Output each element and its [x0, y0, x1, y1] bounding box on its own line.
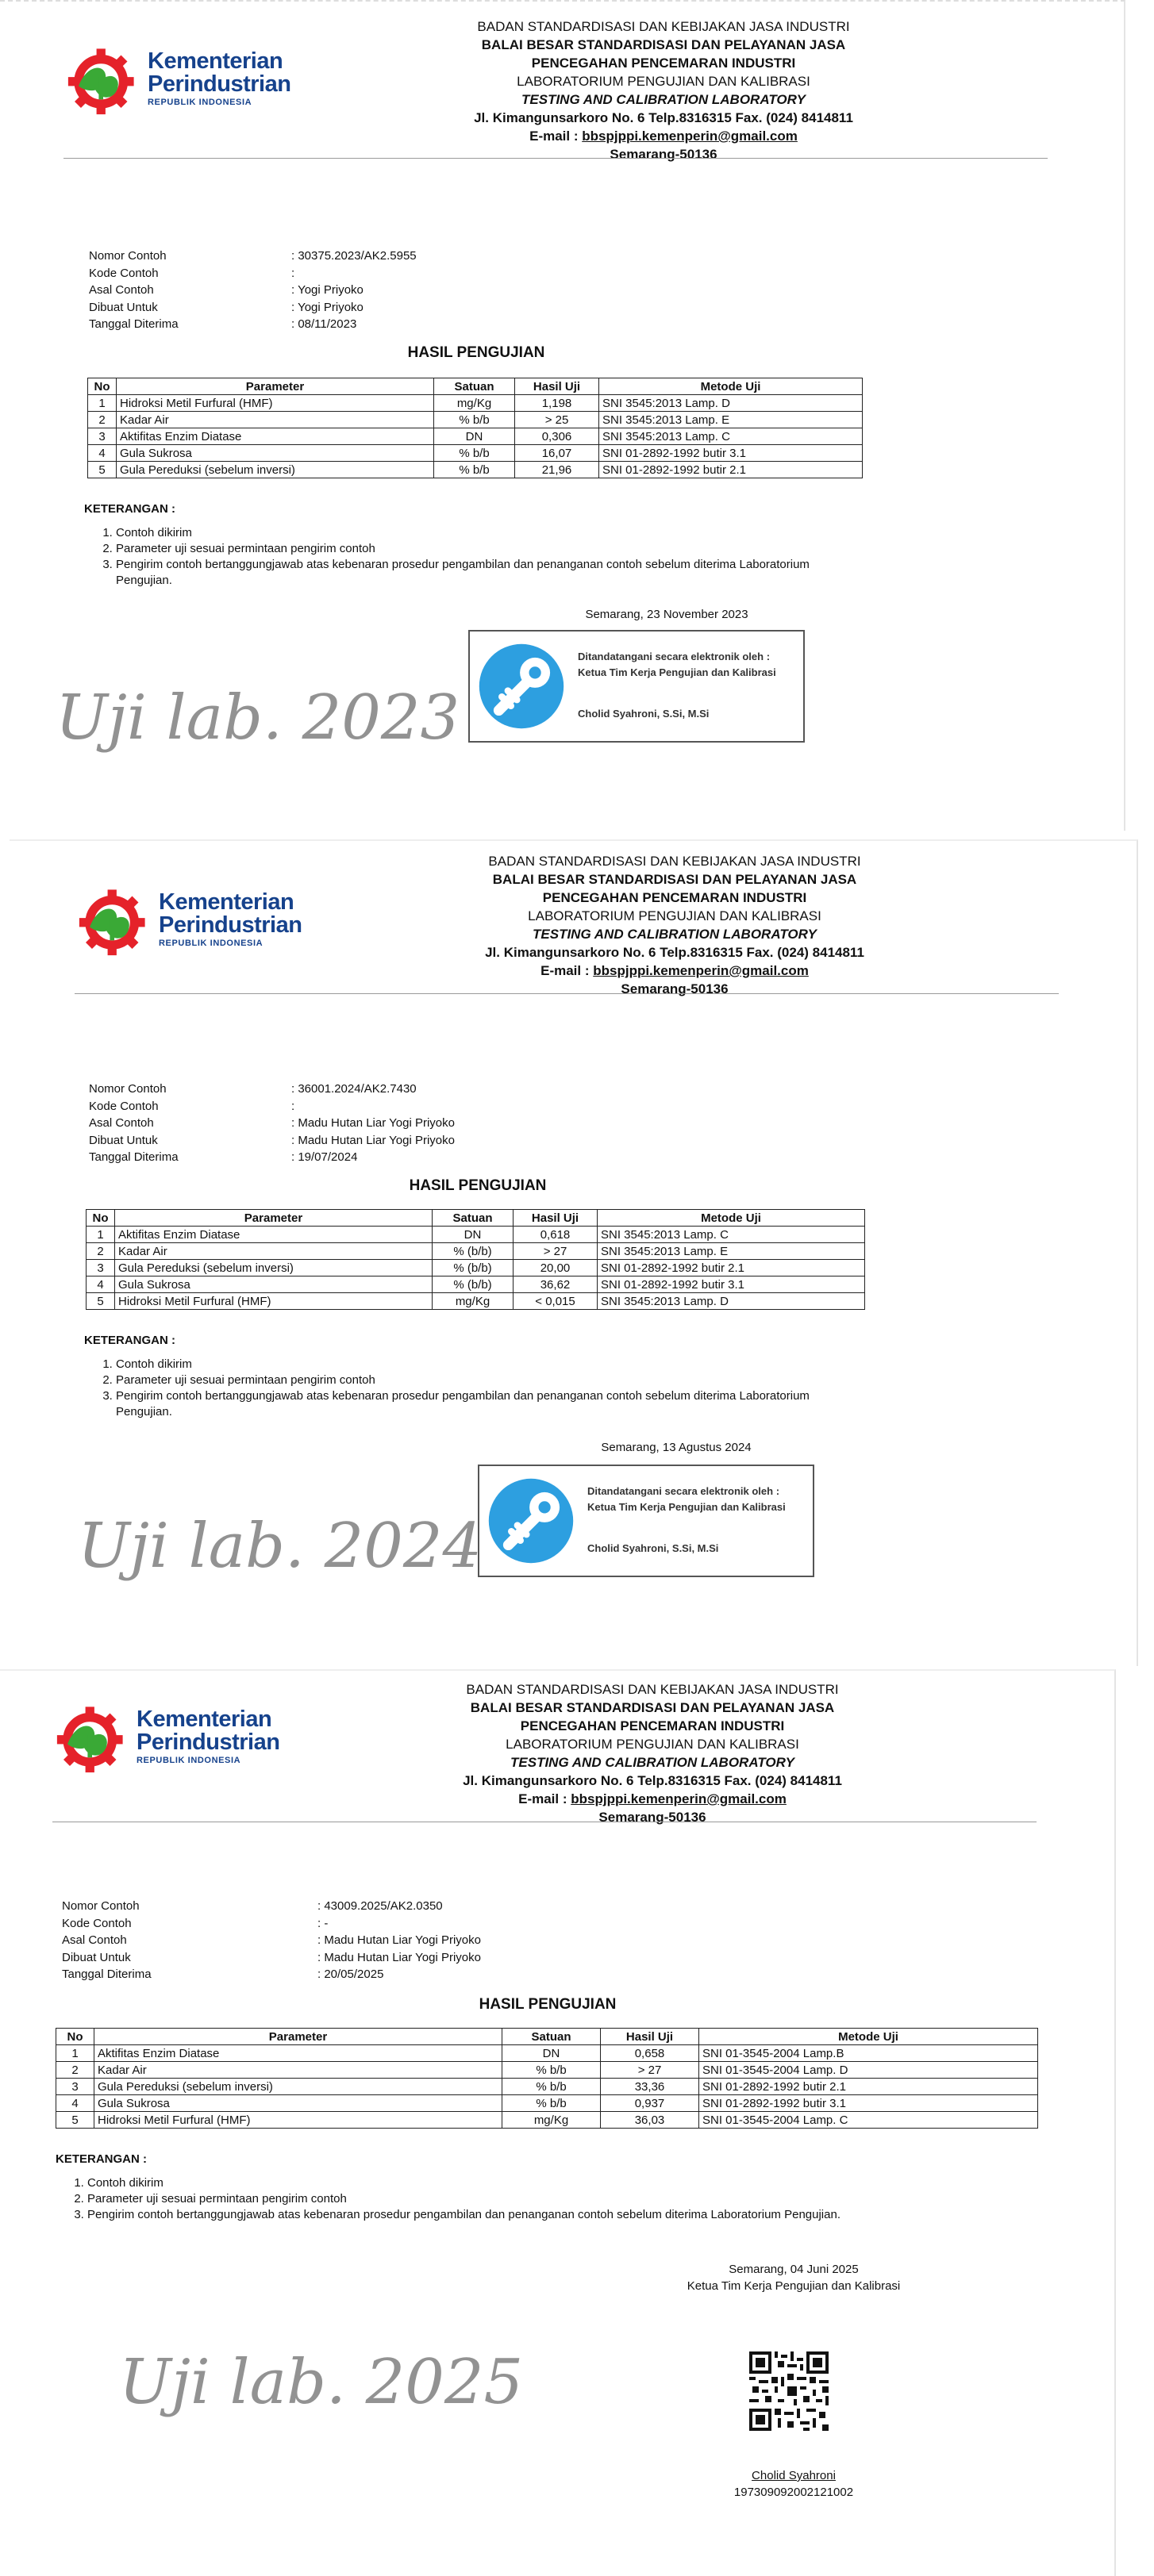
cell: Gula Pereduksi (sebelum inversi): [115, 1260, 433, 1276]
header-line4: LABORATORIUM PENGUJIAN DAN KALIBRASI: [517, 74, 810, 89]
header-line2: BALAI BESAR STANDARDISASI DAN PELAYANAN JASA: [492, 872, 857, 887]
cell: SNI 3545:2013 Lamp. E: [598, 1243, 865, 1260]
col-no: No: [56, 2029, 94, 2045]
cell: 33,36: [601, 2079, 699, 2095]
table-row: [88, 412, 863, 428]
cell: 1,198: [515, 395, 599, 412]
header-line4: LABORATORIUM PENGUJIAN DAN KALIBRASI: [506, 1737, 799, 1752]
cell: SNI 01-3545-2004 Lamp. C: [699, 2112, 1038, 2129]
value-tanggal: : 08/11/2023: [291, 317, 357, 331]
cell: 21,96: [515, 462, 599, 478]
letterhead: [441, 1680, 864, 1826]
value-asal: : Madu Hutan Liar Yogi Priyoko: [317, 1933, 481, 1947]
letterhead: [452, 17, 875, 163]
gear-logo-icon: [56, 1699, 130, 1774]
kemenperin-logo: [67, 41, 290, 116]
notes-heading: KETERANGAN :: [84, 502, 175, 516]
esign-name: Cholid Syahroni, S.Si, M.Si: [587, 1542, 719, 1554]
label-tanggal: Tanggal Diterima: [62, 1968, 152, 1981]
sample-info: [89, 1081, 455, 1166]
cell: > 27: [601, 2062, 699, 2079]
cell: 4: [56, 2095, 94, 2112]
notes-section: [84, 1333, 846, 1420]
header-line3: PENCEGAHAN PENCEMARAN INDUSTRI: [520, 1718, 785, 1733]
key-icon: [476, 641, 567, 731]
label-dibuat: Dibuat Untuk: [89, 300, 158, 314]
key-icon: [486, 1476, 576, 1566]
table-header-row: [87, 1210, 865, 1227]
sign-date: Semarang, 23 November 2023: [585, 608, 748, 621]
cell: % (b/b): [433, 1260, 514, 1276]
cell: Aktifitas Enzim Diatase: [115, 1227, 433, 1243]
header-line1: BADAN STANDARDISASI DAN KEBIJAKAN JASA INDUSTRI: [488, 854, 861, 869]
note-item: 3. Pengirim contoh bertanggungjawab atas kebenaran prosedur pengambilan dan penanganan contoh sebelum diterima Laboratorium Pengujian.: [87, 2207, 1056, 2223]
table-row: [87, 1293, 865, 1310]
logo-line3: REPUBLIK INDONESIA: [137, 1756, 241, 1765]
watermark-2024: Uji lab. 2024: [78, 1511, 483, 1582]
e-signature-box: [468, 630, 805, 743]
header-email-row: [464, 962, 886, 980]
cell: Kadar Air: [115, 1243, 433, 1260]
signer-name: Cholid Syahroni: [752, 2469, 836, 2482]
cell: 20,00: [514, 1260, 598, 1276]
report-page-2023: [0, 0, 1125, 831]
esign-line2: Ketua Tim Kerja Pengujian dan Kalibrasi: [587, 1501, 786, 1513]
cell: SNI 3545:2013 Lamp. D: [598, 1293, 865, 1310]
cell: Aktifitas Enzim Diatase: [117, 428, 434, 445]
header-divider: [63, 158, 1048, 159]
value-asal: : Madu Hutan Liar Yogi Priyoko: [291, 1116, 455, 1130]
cell: Gula Pereduksi (sebelum inversi): [94, 2079, 502, 2095]
kemenperin-logo: [78, 882, 302, 957]
col-no: No: [87, 1210, 115, 1227]
results-table: [86, 1209, 865, 1310]
header-address: Jl. Kimangunsarkoro No. 6 Telp.8316315 Fax. (024) 8414811: [474, 110, 853, 125]
col-parameter: Parameter: [117, 378, 434, 395]
cell: % b/b: [502, 2062, 601, 2079]
sign-title: Ketua Tim Kerja Pengujian dan Kalibrasi: [687, 2279, 901, 2293]
notes-section: [56, 2152, 1056, 2223]
sample-info: [89, 248, 417, 333]
table-row: [87, 1260, 865, 1276]
value-kode: : -: [317, 1916, 329, 1930]
logo-line2: Perindustrian: [137, 1729, 280, 1755]
logo-line1: Kementerian: [148, 48, 283, 74]
table-row: [87, 1276, 865, 1293]
cell: SNI 01-2892-1992 butir 2.1: [699, 2079, 1038, 2095]
header-line1: BADAN STANDARDISASI DAN KEBIJAKAN JASA INDUSTRI: [466, 1682, 839, 1697]
table-row: [87, 1243, 865, 1260]
cell: 0,937: [601, 2095, 699, 2112]
logo-line2: Perindustrian: [159, 912, 302, 938]
cell: 36,03: [601, 2112, 699, 2129]
value-kode: :: [291, 1099, 295, 1113]
email-link[interactable]: bbspjppi.kemenperin@gmail.com: [593, 963, 809, 978]
label-kode: Kode Contoh: [89, 1099, 159, 1113]
label-asal: Asal Contoh: [89, 283, 154, 297]
cell: mg/Kg: [433, 1293, 514, 1310]
label-nomor: Nomor Contoh: [89, 1082, 167, 1096]
cell: Kadar Air: [117, 412, 434, 428]
col-hasil: Hasil Uji: [514, 1210, 598, 1227]
value-asal: : Yogi Priyoko: [291, 283, 364, 297]
value-nomor: : 30375.2023/AK2.5955: [291, 249, 417, 263]
cell: 4: [87, 1276, 115, 1293]
results-title: HASIL PENGUJIAN: [407, 344, 545, 361]
cell: SNI 01-2892-1992 butir 2.1: [598, 1260, 865, 1276]
esign-line2: Ketua Tim Kerja Pengujian dan Kalibrasi: [578, 666, 776, 678]
cell: SNI 3545:2013 Lamp. C: [599, 428, 863, 445]
cell: SNI 3545:2013 Lamp. C: [598, 1227, 865, 1243]
cell: 5: [56, 2112, 94, 2129]
report-page-2025: [0, 1669, 1116, 2576]
gear-logo-icon: [78, 882, 152, 957]
cell: % (b/b): [433, 1276, 514, 1293]
cell: SNI 01-2892-1992 butir 3.1: [598, 1276, 865, 1293]
cell: % b/b: [434, 412, 515, 428]
label-kode: Kode Contoh: [62, 1916, 132, 1930]
value-kode: :: [291, 266, 295, 280]
cell: Hidroksi Metil Furfural (HMF): [115, 1293, 433, 1310]
label-nomor: Nomor Contoh: [62, 1899, 140, 1913]
col-parameter: Parameter: [94, 2029, 502, 2045]
label-tanggal: Tanggal Diterima: [89, 1150, 179, 1164]
cell: mg/Kg: [434, 395, 515, 412]
value-tanggal: : 19/07/2024: [291, 1150, 358, 1164]
email-link[interactable]: bbspjppi.kemenperin@gmail.com: [571, 1791, 787, 1806]
email-label: E-mail :: [540, 963, 594, 978]
cell: > 25: [515, 412, 599, 428]
sign-date: Semarang, 04 Juni 2025: [729, 2263, 859, 2276]
header-line3: PENCEGAHAN PENCEMARAN INDUSTRI: [542, 890, 807, 905]
col-hasil: Hasil Uji: [601, 2029, 699, 2045]
cell: SNI 01-3545-2004 Lamp.B: [699, 2045, 1038, 2062]
table-row: [56, 2045, 1038, 2062]
header-divider: [75, 993, 1059, 994]
note-item: 2. Parameter uji sesuai permintaan pengirim contoh: [116, 541, 846, 557]
cell: 0,618: [514, 1227, 598, 1243]
esign-line1: Ditandatangani secara elektronik oleh :: [587, 1485, 780, 1497]
cell: 3: [56, 2079, 94, 2095]
label-dibuat: Dibuat Untuk: [89, 1133, 158, 1147]
col-parameter: Parameter: [115, 1210, 433, 1227]
note-item: 2. Parameter uji sesuai permintaan pengirim contoh: [87, 2191, 1056, 2207]
header-line5: TESTING AND CALIBRATION LABORATORY: [533, 927, 817, 942]
table-row: [56, 2095, 1038, 2112]
cell: DN: [433, 1227, 514, 1243]
watermark-2023: Uji lab. 2023: [56, 682, 460, 754]
qr-code-icon: [749, 2351, 829, 2431]
gear-logo-icon: [67, 41, 141, 116]
col-satuan: Satuan: [434, 378, 515, 395]
note-item: 3. Pengirim contoh bertanggungjawab atas kebenaran prosedur pengambilan dan penanganan contoh sebelum diterima Laboratorium Pengujian.: [116, 557, 846, 589]
cell: 2: [56, 2062, 94, 2079]
label-tanggal: Tanggal Diterima: [89, 317, 179, 331]
kemenperin-logo: [56, 1699, 279, 1774]
cell: < 0,015: [514, 1293, 598, 1310]
header-city: Semarang-50136: [621, 981, 729, 996]
email-label: E-mail :: [529, 129, 583, 144]
col-hasil: Hasil Uji: [515, 378, 599, 395]
cell: 4: [88, 445, 117, 462]
cell: SNI 01-2892-1992 butir 2.1: [599, 462, 863, 478]
email-label: E-mail :: [518, 1791, 571, 1806]
note-item: 2. Parameter uji sesuai permintaan pengirim contoh: [116, 1372, 846, 1388]
logo-line1: Kementerian: [159, 889, 294, 915]
results-table: [56, 2028, 1038, 2129]
results-title: HASIL PENGUJIAN: [409, 1177, 547, 1194]
value-nomor: : 43009.2025/AK2.0350: [317, 1899, 443, 1913]
cell: DN: [502, 2045, 601, 2062]
header-line4: LABORATORIUM PENGUJIAN DAN KALIBRASI: [528, 908, 821, 923]
cell: SNI 3545:2013 Lamp. D: [599, 395, 863, 412]
cell: SNI 01-3545-2004 Lamp. D: [699, 2062, 1038, 2079]
cell: 3: [87, 1260, 115, 1276]
header-line2: BALAI BESAR STANDARDISASI DAN PELAYANAN JASA: [470, 1700, 835, 1715]
cell: % b/b: [502, 2095, 601, 2112]
cell: % b/b: [502, 2079, 601, 2095]
cell: 36,62: [514, 1276, 598, 1293]
email-link[interactable]: bbspjppi.kemenperin@gmail.com: [582, 129, 798, 144]
header-line1: BADAN STANDARDISASI DAN KEBIJAKAN JASA INDUSTRI: [477, 19, 850, 34]
header-line5: TESTING AND CALIBRATION LABORATORY: [510, 1755, 794, 1770]
esign-line1: Ditandatangani secara elektronik oleh :: [578, 651, 771, 662]
logo-line1: Kementerian: [137, 1706, 272, 1732]
logo-line3: REPUBLIK INDONESIA: [159, 939, 263, 948]
header-address: Jl. Kimangunsarkoro No. 6 Telp.8316315 Fax. (024) 8414811: [463, 1773, 842, 1788]
cell: 5: [88, 462, 117, 478]
cell: 0,306: [515, 428, 599, 445]
header-email-row: [452, 127, 875, 145]
cell: Hidroksi Metil Furfural (HMF): [117, 395, 434, 412]
table-row: [88, 428, 863, 445]
cell: Kadar Air: [94, 2062, 502, 2079]
note-item: 3. Pengirim contoh bertanggungjawab atas kebenaran prosedur pengambilan dan penanganan contoh sebelum diterima Laboratorium Pengujian.: [116, 1388, 846, 1420]
table-row: [56, 2079, 1038, 2095]
header-line2: BALAI BESAR STANDARDISASI DAN PELAYANAN JASA: [481, 37, 846, 52]
sample-info: [62, 1898, 481, 1983]
table-row: [56, 2062, 1038, 2079]
sign-block: [635, 2261, 952, 2294]
cell: Gula Sukrosa: [117, 445, 434, 462]
value-nomor: : 36001.2024/AK2.7430: [291, 1082, 417, 1096]
table-header-row: [88, 378, 863, 395]
esign-name: Cholid Syahroni, S.Si, M.Si: [578, 708, 710, 720]
note-item: 1. Contoh dikirim: [116, 1357, 846, 1372]
cell: Gula Sukrosa: [115, 1276, 433, 1293]
notes-heading: KETERANGAN :: [56, 2152, 147, 2166]
cell: 5: [87, 1293, 115, 1310]
table-row: [56, 2112, 1038, 2129]
col-metode: Metode Uji: [599, 378, 863, 395]
cell: % (b/b): [433, 1243, 514, 1260]
cell: 3: [88, 428, 117, 445]
signer-nip: 197309092002121002: [733, 2486, 854, 2499]
header-email-row: [441, 1790, 864, 1808]
header-city: Semarang-50136: [598, 1810, 706, 1825]
results-title: HASIL PENGUJIAN: [479, 1996, 617, 2013]
cell: > 27: [514, 1243, 598, 1260]
sign-date: Semarang, 13 Agustus 2024: [601, 1441, 752, 1454]
col-no: No: [88, 378, 117, 395]
e-signature-box: [478, 1465, 814, 1577]
cell: 2: [88, 412, 117, 428]
note-item: 1. Contoh dikirim: [87, 2175, 1056, 2191]
cell: SNI 01-2892-1992 butir 3.1: [699, 2095, 1038, 2112]
table-row: [88, 462, 863, 478]
col-satuan: Satuan: [502, 2029, 601, 2045]
value-dibuat: : Madu Hutan Liar Yogi Priyoko: [317, 1950, 481, 1964]
cell: 16,07: [515, 445, 599, 462]
table-header-row: [56, 2029, 1038, 2045]
cell: Gula Pereduksi (sebelum inversi): [117, 462, 434, 478]
table-row: [88, 445, 863, 462]
cell: Aktifitas Enzim Diatase: [94, 2045, 502, 2062]
cell: Hidroksi Metil Furfural (HMF): [94, 2112, 502, 2129]
header-line5: TESTING AND CALIBRATION LABORATORY: [521, 92, 806, 107]
results-table: [87, 378, 863, 478]
cell: 1: [56, 2045, 94, 2062]
cell: % b/b: [434, 462, 515, 478]
col-satuan: Satuan: [433, 1210, 514, 1227]
notes-section: [84, 501, 846, 589]
header-line3: PENCEGAHAN PENCEMARAN INDUSTRI: [531, 56, 796, 71]
table-row: [88, 395, 863, 412]
notes-heading: KETERANGAN :: [84, 1334, 175, 1347]
cell: 0,658: [601, 2045, 699, 2062]
value-tanggal: : 20/05/2025: [317, 1968, 384, 1981]
cell: 1: [88, 395, 117, 412]
header-city: Semarang-50136: [610, 147, 717, 162]
value-dibuat: : Madu Hutan Liar Yogi Priyoko: [291, 1133, 455, 1147]
label-asal: Asal Contoh: [62, 1933, 127, 1947]
logo-line3: REPUBLIK INDONESIA: [148, 98, 252, 107]
col-metode: Metode Uji: [598, 1210, 865, 1227]
note-item: 1. Contoh dikirim: [116, 525, 846, 541]
report-page-2024: [10, 839, 1138, 1666]
cell: 1: [87, 1227, 115, 1243]
logo-line2: Perindustrian: [148, 71, 291, 97]
table-row: [87, 1227, 865, 1243]
letterhead: [464, 852, 886, 998]
label-kode: Kode Contoh: [89, 266, 159, 280]
cell: Gula Sukrosa: [94, 2095, 502, 2112]
signer-block: [667, 2467, 921, 2501]
col-metode: Metode Uji: [699, 2029, 1038, 2045]
label-nomor: Nomor Contoh: [89, 249, 167, 263]
header-address: Jl. Kimangunsarkoro No. 6 Telp.8316315 Fax. (024) 8414811: [485, 945, 864, 960]
label-asal: Asal Contoh: [89, 1116, 154, 1130]
cell: mg/Kg: [502, 2112, 601, 2129]
cell: SNI 3545:2013 Lamp. E: [599, 412, 863, 428]
cell: 2: [87, 1243, 115, 1260]
value-dibuat: : Yogi Priyoko: [291, 300, 364, 314]
cell: DN: [434, 428, 515, 445]
label-dibuat: Dibuat Untuk: [62, 1950, 131, 1964]
cell: % b/b: [434, 445, 515, 462]
cell: SNI 01-2892-1992 butir 3.1: [599, 445, 863, 462]
watermark-2025: Uji lab. 2025: [119, 2347, 524, 2418]
